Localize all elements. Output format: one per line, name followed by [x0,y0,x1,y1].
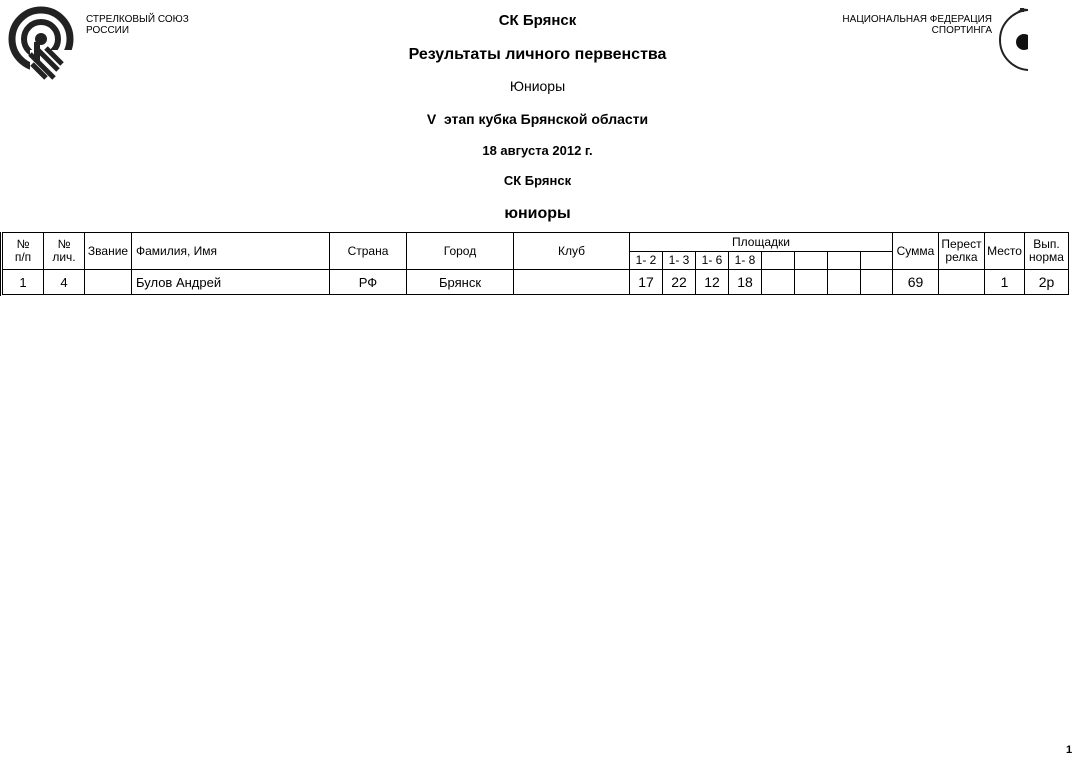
col-header-license [44,233,85,270]
col-header-city: Город [407,233,514,270]
cell-number: 1 [3,270,44,295]
col-header-country: Страна [330,233,407,270]
col-header-norm-line2: норма [1029,250,1064,264]
org-right-line2: СПОРТИНГА [931,25,992,36]
col-header-shootoff [939,233,985,270]
cell-country: РФ [330,270,407,295]
group-title: юниоры [504,205,571,222]
page-title: Результаты личного первенства [408,46,667,63]
col-header-rank: Звание [85,233,132,270]
range-header [762,252,795,270]
cell-score [795,270,828,295]
cell-shootoff [939,270,985,295]
event-date: 18 августа 2012 г. [482,143,593,158]
cell-score [762,270,795,295]
col-header-shootoff-line2: релка [945,250,978,264]
col-header-number-line2: п/п [14,250,32,264]
col-header-number [3,233,44,270]
col-header-club: Клуб [514,233,630,270]
org-left-line1: СТРЕЛКОВЫЙ СОЮЗ [86,14,189,25]
cell-norm: 2р [1025,270,1069,295]
event-title: V этап кубка Брянской области [426,111,649,127]
venue-title: СК Брянск [503,173,572,188]
club-title: СК Брянск [498,12,577,29]
cell-score: 22 [663,270,696,295]
col-header-name: Фамилия, Имя [132,233,330,270]
range-header [795,252,828,270]
col-header-sum: Сумма [893,233,939,270]
cell-rank [85,270,132,295]
table-header-row [3,233,1069,252]
col-header-shootoff-line1: Перест [941,237,982,251]
col-header-license-line2: лич. [52,250,76,264]
cell-score [861,270,893,295]
cell-city: Брянск [407,270,514,295]
cell-name: Булов Андрей [132,270,330,295]
range-header: 1- 8 [729,252,762,270]
range-header: 1- 3 [663,252,696,270]
cell-club [514,270,630,295]
col-header-license-line1: № [57,237,71,251]
org-right-line1: НАЦИОНАЛЬНАЯ ФЕДЕРАЦИЯ [842,14,992,25]
cell-score [828,270,861,295]
org-left-line2: РОССИИ [86,25,130,36]
cell-place: 1 [985,270,1025,295]
col-header-norm [1025,233,1069,270]
page-number: 1 [1066,744,1073,756]
range-header [861,252,893,270]
range-header: 1- 2 [630,252,663,270]
category-title: Юниоры [509,78,566,94]
cell-sum: 69 [893,270,939,295]
range-header: 1- 6 [696,252,729,270]
cell-score: 18 [729,270,762,295]
cell-score: 12 [696,270,729,295]
col-header-place: Место [985,233,1025,270]
table-row [3,270,1069,295]
cell-score: 17 [630,270,663,295]
col-header-norm-line1: Вып. [1033,237,1060,251]
col-header-ranges: Площадки [630,233,893,252]
range-header [828,252,861,270]
cell-license: 4 [44,270,85,295]
results-table [2,232,1069,295]
col-header-number-line1: № [16,237,30,251]
